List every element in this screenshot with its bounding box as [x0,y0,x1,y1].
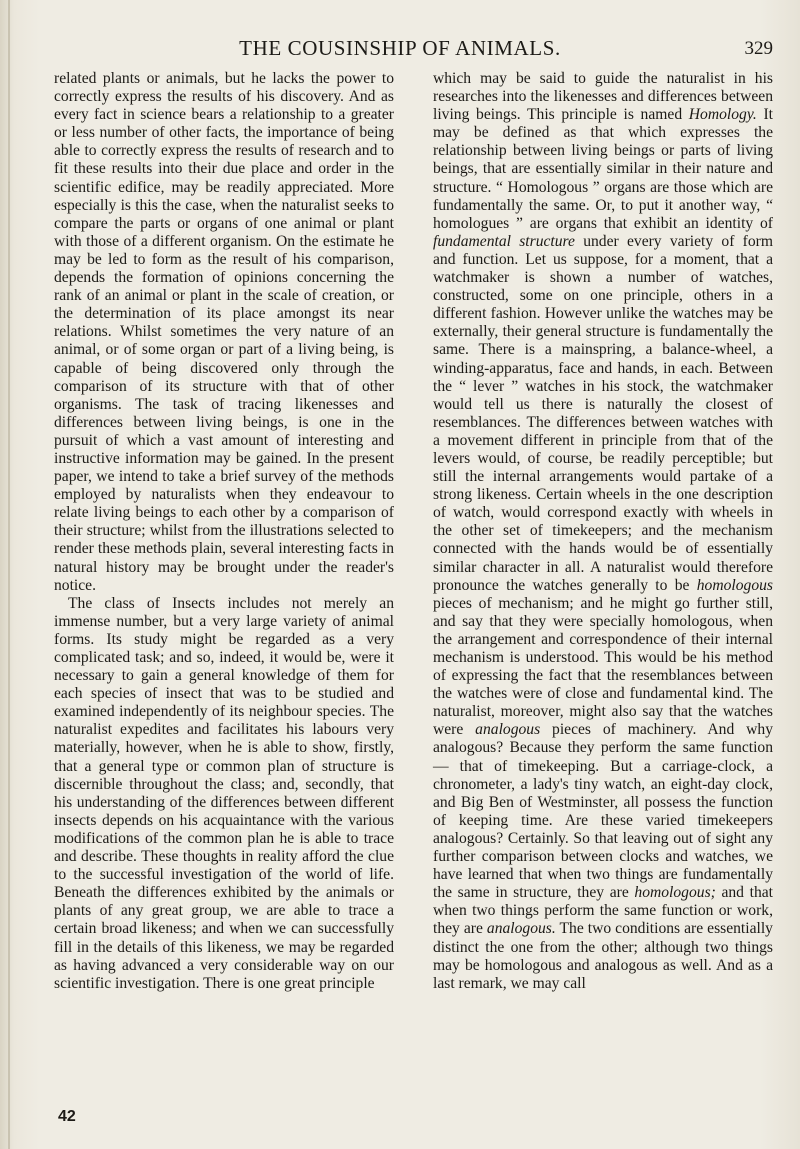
italic-term-fundamental-structure: fundamental structure [433,232,575,250]
text-run: pieces of machinery. And why analogous? Because they perform the same function— that of timekeeping. But a carriage-clock, a chronometer, a lady's tiny watch, an eight-day clock, and Big Ben of Westminster, all possess the function of keeping time. Are these varied timekeepers analogous? Certainly. So that leaving out of sight any further comparison between clocks and watches, we have learned that when two things are fundamentally the same in structure, they are [433,721,773,902]
text-run: which may be said to guide the naturalist in his researches into the likenesses and differences between living beings. This principle is named [433,70,773,124]
italic-term-homologous-2: homologous; [634,884,716,902]
italic-term-analogous: analogous [475,721,541,739]
text-run: pieces of mechanism; and he might go further still, and say that they were specially homologous, when the arrangement and correspondence of their internal mechanism is understood. This would be his method of expressing the fact that the resemblances between the watches were of close and fundamental kind. The naturalist, moreover, might also say that the watches were [433,594,773,739]
text-run: under every variety of form and function. Let us suppose, for a moment, that a watchmaker is shown a number of watches, constructed, some on one principle, others in a different fashion. However unlike the watches may be externally, their general structure is fundamentally the same. There is a mainspring, a balance-wheel, a winding-apparatus, face and hands, in each. Between the “ lever ” watches in his stock, the watchmaker would tell us there is naturally the closest of resemblances. The differences between watches with a movement different in principle from that of the levers would, of course, be readily perceptible; but still the internal arrangements would partake of a strong likeness. Certain wheels in the one description of watch, would correspond exactly with wheels in the other set of timekeepers; and the mechanism connected with the hands would be of essentially similar character in all. A naturalist would therefore pronounce the watches generally to be [433,232,773,594]
left-paragraph-2: The class of Insects includes not merely an immense number, but a very large variety of animal forms. Its study might be regarded as a very complicated task; and so, indeed, it would be, were it necessary to gain a general knowledge of them for each species of insect that was to be studied and examined independently of its neighbour species. The naturalist expedites and facilitates his labours very materially, however, when he is able to show, firstly, that a general type or common plan of structure is discernible throughout the class; and, secondly, that his understanding of the differences between different insects depends on his acquaintance with the various modifications of the common plan he is able to trace and describe. These thoughts in reality afford the clue to the successful investigation of the world of life. Beneath the differences exhibited by the animals or plants of any great group, we are able to trace a certain broad likeness; and when we can successfully fill in the details of this likeness, we may be regarded as having advanced a very considerable way on our scientific investigation. There is one great principle [54,594,394,992]
italic-term-homology: Homology. [688,106,757,124]
italic-term-homologous: homologous [696,576,773,594]
right-paragraph-1 [433,70,773,993]
text-run: The two conditions are essentially distinct the one from the other; although two things may be homologous and analogous as well. And as a last remark, we may call [433,920,773,992]
italic-term-analogous-2: analogous. [486,920,556,938]
left-paragraph-1: related plants or animals, but he lacks the power to correctly express the results of his discovery. And as every fact in science bears a relationship to a greater or less number of other facts, the importance of being able to correctly express the results of research and to fit these results into their due place and order in the scientific edifice, may be readily appreciated. More especially is this the case, when the naturalist seeks to compare the parts or organs of one animal or plant with those of a different organism. On the estimate he may be led to form as the result of his comparison, depends the formation of opinions concerning the rank of an animal or plant in the scale of creation, or the determination of its place amongst its near relations. Whilst sometimes the very nature of an animal, or of some organ or part of a living being, is capable of being discovered only through the comparison of its structure with that of other organisms. The task of tracing likenesses and differences between living beings, is one in the pursuit of which a vast amount of interesting and instructive information may be gained. In the present paper, we intend to take a brief survey of the methods employed by naturalists when they endeavour to relate living beings to each other by a comparison of their structure; whilst from the illustrations selected to render these methods plain, several interesting facts in natural history may be brought under the reader's notice. [54,70,394,594]
running-title: THE COUSINSHIP OF ANIMALS. [239,36,561,60]
running-head [0,36,800,66]
right-column [433,70,773,993]
signature-mark: 42 [58,1108,76,1125]
left-column [54,70,394,993]
binding-gutter [8,0,10,1149]
text-run: It may be defined as that which expresses the relationship between living beings or parts of living beings, that are essentially similar in their nature and structure. “ Homologous ” organs are those which are fundamentally the same. Or, to put it another way, “ homologues ” are organs that exhibit an identity of [433,106,773,232]
page-number: 329 [744,38,773,59]
text-run: and that when two things perform the same function or work, they are [433,884,773,938]
